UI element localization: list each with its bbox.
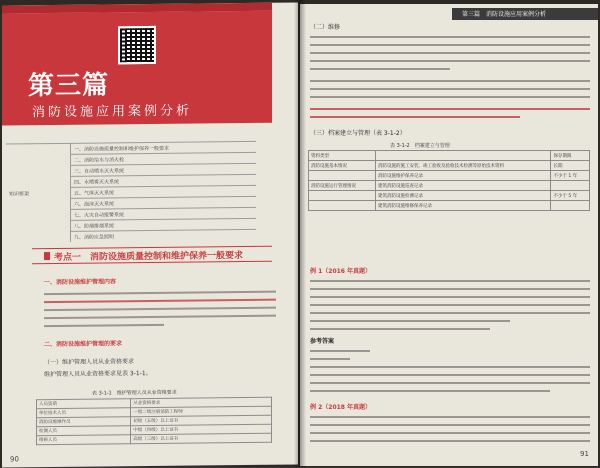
- text-line: [310, 68, 450, 70]
- body-line: 维护管理人员从业资格要求见表 3-1-1。: [44, 369, 152, 379]
- chapter-title: 第三篇: [28, 70, 110, 102]
- table-cell: [309, 201, 376, 211]
- table-row: 四、水喷雾灭火系统: [71, 174, 257, 187]
- text-line: [310, 96, 590, 98]
- example-1-label: 例 1（2016 年真题）: [310, 268, 372, 275]
- page-number: 91: [580, 450, 589, 458]
- table-row: 一、消防设施质量控制和维护保养一般要求: [71, 141, 257, 154]
- highlight-line: [310, 116, 520, 118]
- text-line: [310, 350, 370, 352]
- text-line: [44, 315, 276, 319]
- table-row: 七、火灾自动报警系统: [71, 207, 257, 220]
- table-label: 知识框架: [6, 143, 71, 242]
- text-line: [310, 374, 590, 376]
- text-line: [310, 296, 590, 298]
- section-archive: （三）档案建立与管理（表 3-1-2）: [310, 130, 406, 137]
- table-row: 二、消防给水与消火栓: [71, 152, 257, 165]
- reference-answer-label: 参考答案: [310, 338, 335, 345]
- chapter-subtitle: 消防设施应用案例分析: [32, 103, 193, 121]
- text-line: [44, 324, 164, 327]
- table-cell: 人员资质: [37, 399, 131, 409]
- table-cell: 建筑消防设施检测记录: [375, 191, 551, 201]
- table-cell: 消防设施运行管理情况: [309, 181, 376, 191]
- text-line: [310, 358, 350, 360]
- text-line: [44, 307, 276, 311]
- table-caption: 表 3-1-2 档案建立与管理: [390, 143, 450, 149]
- table-cell: 从业资格要求: [131, 397, 272, 407]
- text-line: [310, 424, 590, 426]
- body-line: （一）维护管理人员从业资格要求: [44, 358, 135, 367]
- table-cell: [309, 191, 376, 201]
- book-gutter: [294, 0, 306, 467]
- right-page: [300, 4, 598, 466]
- table-header: 资料类型: [309, 151, 376, 161]
- section-heading: 考点一 消防设施质量控制和维护保养一般要求: [32, 246, 272, 265]
- qr-code-icon: [118, 26, 156, 64]
- text-line: [44, 291, 276, 295]
- table-cell: 检测人员: [37, 426, 131, 436]
- table-cell: 长期: [551, 161, 590, 171]
- section-maintenance: （二）维修: [310, 24, 341, 31]
- example-2-label: 例 2（2018 年真题）: [310, 404, 372, 411]
- section-marker-icon: [44, 252, 50, 260]
- text-line: [310, 44, 590, 46]
- chapter-banner: [2, 11, 272, 126]
- highlight-line: [310, 108, 590, 110]
- table-header: 保存期限: [551, 151, 590, 161]
- text-line: [310, 366, 590, 368]
- table-cell: 一级二级注册消防工程师: [131, 406, 272, 416]
- table-cell: 维修人员: [37, 435, 131, 445]
- qualification-table: [36, 397, 272, 445]
- table-cell: 单位技术人员: [37, 408, 131, 418]
- table-cell: 中级（四级）以上证书: [131, 424, 272, 434]
- table-cell: 消防设施维护保养记录: [375, 171, 551, 181]
- text-line: [310, 280, 590, 282]
- table-cell: [551, 201, 590, 211]
- table-cell: 高级（三级）以上证书: [131, 433, 272, 443]
- highlight-line: [44, 299, 276, 303]
- table-cell: 建筑消防设施巡查记录: [375, 181, 551, 191]
- table-row: 九、消防应急照明: [71, 229, 257, 241]
- text-line: [310, 288, 590, 290]
- table-cell: [309, 171, 376, 181]
- text-line: [310, 440, 590, 442]
- text-line: [310, 36, 590, 38]
- text-line: [310, 312, 590, 314]
- text-line: [310, 390, 550, 392]
- table-cell: [551, 181, 590, 191]
- text-line: [310, 60, 590, 62]
- table-row: 五、气体灭火系统: [71, 185, 257, 198]
- table-row: 三、自动喷水灭火系统: [71, 163, 257, 176]
- table-cell: 消防设施的施工安装、竣工验收及验收技术检测等原始技术资料: [375, 161, 551, 171]
- archive-table: [308, 150, 590, 211]
- table-cell: 消防设施基本情况: [309, 161, 376, 171]
- table-row: 六、泡沫灭火系统: [71, 196, 257, 209]
- text-line: [310, 328, 490, 330]
- text-line: [310, 416, 590, 418]
- text-line: [310, 320, 510, 322]
- table-cell: 不少于 5 年: [551, 191, 590, 201]
- subhead-maintenance-content: 一、消防设施维护管理内容: [44, 278, 117, 287]
- text-line: [310, 88, 590, 90]
- subhead-maintenance-requirements: 二、消防设施维护管理的要求: [44, 340, 123, 349]
- table-header: [375, 151, 551, 161]
- table-cell: 不少于 1 年: [551, 171, 590, 181]
- text-line: [310, 52, 590, 54]
- left-page: [2, 2, 298, 467]
- table-caption: 表 3-1-1 维护管理人员从业资格要求: [92, 389, 177, 397]
- running-header: 第三篇 消防设施应用案例分析: [452, 8, 598, 20]
- table-cell: 初级（五级）以上证书: [131, 415, 272, 425]
- text-line: [310, 382, 590, 384]
- table-cell: 消防设施操作员: [37, 417, 131, 427]
- text-line: [310, 304, 590, 306]
- page-number: 90: [10, 455, 19, 464]
- knowledge-framework-table: [6, 141, 256, 243]
- text-line: [310, 80, 590, 82]
- text-line: [310, 432, 590, 434]
- table-row: 八、防烟排烟系统: [71, 218, 257, 231]
- table-cell: 建筑消防设施维修保养记录: [375, 201, 551, 211]
